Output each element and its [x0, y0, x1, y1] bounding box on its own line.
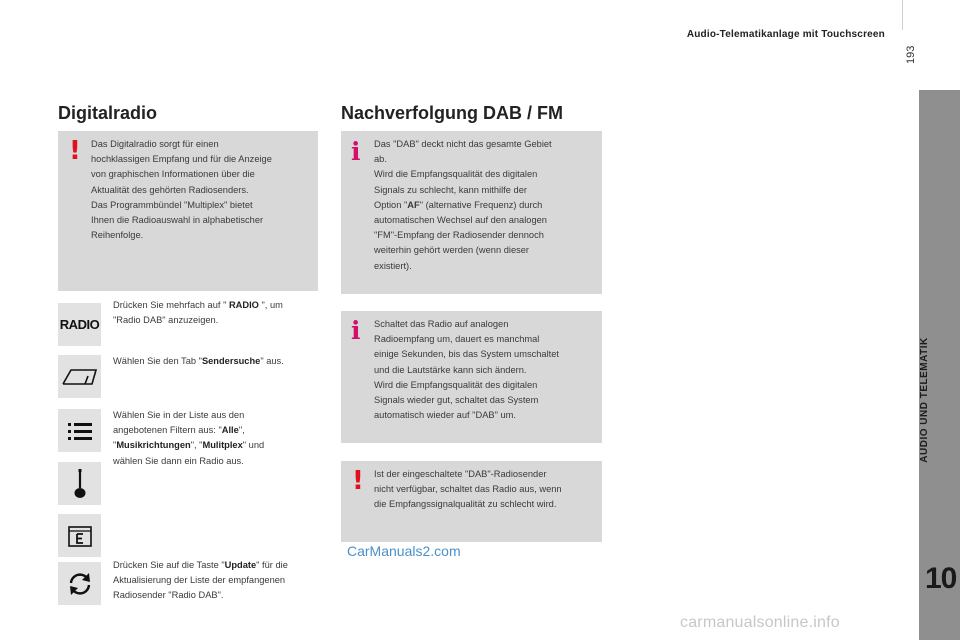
warning-text: Ist der eingeschaltete "DAB"-Radiosender nicht verfügbar, schaltet das Radio aus, wenn die Empfangssignalqualität zu schlecht wird.	[374, 469, 562, 510]
step-update-text: Drücken Sie auf die Taste "Update" für die Aktualisierung der Liste der empfangenen Radiosender "Radio DAB".	[113, 560, 288, 601]
radio-icon-label: RADIO	[59, 317, 100, 332]
info-text-dab-coverage: Das "DAB" deckt nicht das gesamte Gebiet ab. Wird die Empfangsqualität des digitalen Signals zu schlecht, kann mithilfe der Option "AF" (alternative Frequenz) durch automatischen Wechsel auf den analogen "FM"-Empfang der Radiosender dennoch weiterhin gehört werden (wenn dieser existiert).	[374, 139, 552, 271]
running-header: Audio-Telematikanlage mit Touchscreen	[686, 29, 885, 40]
note-text: Das Digitalradio sorgt für einen hochklassigen Empfang und für die Anzeige von graphischen Informationen über die Aktualität des gehörten Radiosenders. Das Programmbündel "Multiplex" bietet Ihnen die Radioauswahl in alphabetischer Reihenfolge.	[91, 139, 272, 241]
radio-button-icon	[58, 303, 101, 346]
section-heading-digitalradio: Digitalradio	[58, 103, 158, 123]
info-box-dab-coverage	[341, 131, 602, 294]
warning-box	[341, 461, 602, 542]
refresh-icon	[58, 562, 101, 605]
page-number: 193	[905, 45, 917, 64]
list-e-icon	[58, 514, 101, 557]
info-box-analog-switch	[341, 311, 602, 443]
info-icon: i	[351, 316, 361, 345]
guitar-icon	[58, 462, 101, 505]
exclamation-icon: !	[352, 466, 364, 496]
section-heading-dab-fm: Nachverfolgung DAB / FM	[341, 103, 564, 123]
watermark-carmanualsonline: carmanualsonline.info	[680, 614, 840, 631]
exclamation-icon: !	[69, 136, 81, 166]
step-list-text: Wählen Sie in der Liste aus den angebotenen Filtern aus: "Alle", "Musikrichtungen", "Mulitplex" und wählen Sie dann ein Radio aus.	[113, 410, 265, 466]
tab-icon	[58, 355, 101, 398]
header-divider	[902, 0, 903, 30]
info-icon: i	[351, 137, 361, 166]
step-radio-text: Drücken Sie mehrfach auf " RADIO ", um "Radio DAB" anzuzeigen.	[113, 300, 283, 326]
chapter-tab-label: AUDIO UND TELEMATIK	[919, 337, 930, 463]
list-icon	[58, 409, 101, 452]
note-box	[58, 131, 318, 291]
info-text-analog-switch: Schaltet das Radio auf analogen Radioempfang um, dauert es manchmal einige Sekunden, bis das System umschaltet und die Lautstärke kann sich ändern. Wird die Empfangsqualität des digitalen Signals wieder gut, schaltet das System automatisch wieder auf "DAB" um.	[374, 319, 560, 421]
step-tab-text: Wählen Sie den Tab "Sendersuche" aus.	[113, 356, 284, 366]
chapter-number: 10	[925, 562, 957, 595]
watermark-carmanuals2: CarManuals2.com	[347, 543, 461, 559]
